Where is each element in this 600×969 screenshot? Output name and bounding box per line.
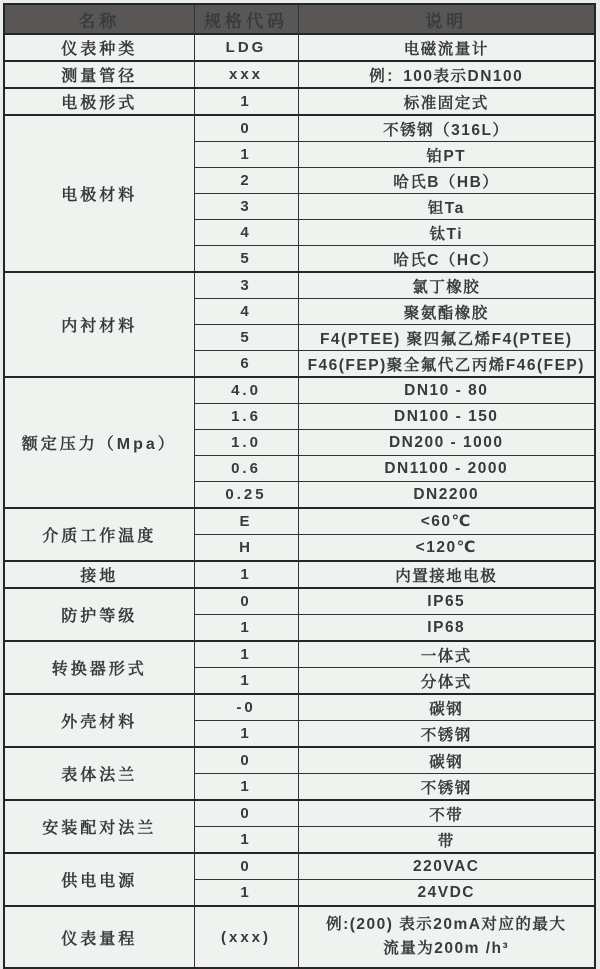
spec-desc-cell: 哈氏C（HC）: [298, 246, 595, 273]
group-name-cell: 内衬材料: [4, 272, 194, 377]
spec-code-cell: 1: [194, 142, 298, 168]
spec-code-cell: xxx: [194, 61, 298, 88]
spec-code-cell: 5: [194, 325, 298, 351]
spec-code-cell: 0.25: [194, 482, 298, 509]
group-name-cell: 表体法兰: [4, 747, 194, 800]
table-row: [4, 694, 595, 721]
spec-desc-cell: DN1100 - 2000: [298, 456, 595, 482]
spec-desc-cell: 例：100表示DN100: [298, 61, 595, 88]
spec-code-cell: 0: [194, 588, 298, 615]
spec-desc-cell: 220VAC: [298, 853, 595, 880]
spec-code-cell: E: [194, 508, 298, 535]
spec-code-cell: 4.0: [194, 377, 298, 404]
table-row: [4, 508, 595, 535]
spec-code-cell: -0: [194, 694, 298, 721]
spec-code-cell: LDG: [194, 34, 298, 61]
spec-desc-cell: 聚氨酯橡胶: [298, 299, 595, 325]
header-name-col: 名称: [4, 4, 194, 34]
table-row: [4, 34, 595, 61]
spec-code-cell: 1: [194, 880, 298, 907]
spec-desc-cell: 不锈钢: [298, 774, 595, 801]
spec-desc-cell: 一体式: [298, 641, 595, 668]
spec-code-cell: 0: [194, 800, 298, 827]
table-row: [4, 853, 595, 880]
table-row: [4, 800, 595, 827]
spec-desc-cell: DN100 - 150: [298, 404, 595, 430]
table-row: [4, 588, 595, 615]
group-name-cell: 测量管径: [4, 61, 194, 88]
spec-desc-cell: 哈氏B（HB）: [298, 168, 595, 194]
spec-code-cell: 0.6: [194, 456, 298, 482]
spec-code-cell: 3: [194, 272, 298, 299]
spec-desc-cell: 不锈钢: [298, 721, 595, 748]
group-name-cell: 供电电源: [4, 853, 194, 906]
header-code-col: 规格代码: [194, 4, 298, 34]
spec-code-cell: 1: [194, 615, 298, 642]
table-row: [4, 88, 595, 115]
group-name-cell: 安装配对法兰: [4, 800, 194, 853]
group-name-cell: 介质工作温度: [4, 508, 194, 561]
table-row: [4, 747, 595, 774]
spec-desc-cell: 电磁流量计: [298, 34, 595, 61]
spec-code-cell: 2: [194, 168, 298, 194]
spec-table-container: [3, 3, 596, 957]
spec-code-cell: 4: [194, 299, 298, 325]
table-row: [4, 906, 595, 968]
spec-code-cell: 1: [194, 668, 298, 695]
spec-code-cell: 1: [194, 641, 298, 668]
spec-code-cell: 1: [194, 827, 298, 854]
spec-desc-cell: 氯丁橡胶: [298, 272, 595, 299]
spec-desc-cell: IP65: [298, 588, 595, 615]
group-name-cell: 电极形式: [4, 88, 194, 115]
desc-line: 例:(200) 表示20mA对应的最大: [326, 915, 567, 933]
table-row: [4, 115, 595, 142]
table-header: [4, 4, 595, 34]
spec-desc-cell: DN10 - 80: [298, 377, 595, 404]
spec-desc-cell: 钽Ta: [298, 194, 595, 220]
spec-desc-cell: 内置接地电极: [298, 561, 595, 588]
spec-desc-cell: 碳钢: [298, 747, 595, 774]
spec-desc-cell: 铂PT: [298, 142, 595, 168]
table-row: [4, 272, 595, 299]
group-name-cell: 电极材料: [4, 115, 194, 272]
table-row: [4, 377, 595, 404]
header-row: [4, 4, 595, 34]
group-name-cell: 仪表种类: [4, 34, 194, 61]
spec-code-cell: 1: [194, 774, 298, 801]
group-name-cell: 外壳材料: [4, 694, 194, 747]
group-name-cell: 接地: [4, 561, 194, 588]
spec-desc-cell: IP68: [298, 615, 595, 642]
spec-code-cell: H: [194, 535, 298, 562]
spec-code-cell: 4: [194, 220, 298, 246]
spec-desc-cell: 带: [298, 827, 595, 854]
spec-desc-cell: DN2200: [298, 482, 595, 509]
spec-code-cell: 1.0: [194, 430, 298, 456]
group-name-cell: 防护等级: [4, 588, 194, 641]
spec-desc-cell: 碳钢: [298, 694, 595, 721]
desc-line: 流量为200m /h³: [383, 940, 510, 957]
spec-code-cell: 0: [194, 853, 298, 880]
spec-code-cell: 1: [194, 561, 298, 588]
spec-code-cell: 5: [194, 246, 298, 273]
group-name-cell: 转换器形式: [4, 641, 194, 694]
spec-desc-cell: DN200 - 1000: [298, 430, 595, 456]
table-row: [4, 641, 595, 668]
spec-desc-cell: <60℃: [298, 508, 595, 535]
group-name-cell: 额定压力（Mpa）: [4, 377, 194, 508]
spec-desc-cell: 分体式: [298, 668, 595, 695]
spec-code-cell: 1: [194, 721, 298, 748]
spec-code-cell: 3: [194, 194, 298, 220]
spec-code-cell: 1: [194, 88, 298, 115]
table-row: [4, 61, 595, 88]
spec-desc-cell: 标准固定式: [298, 88, 595, 115]
spec-code-cell: (xxx): [194, 906, 298, 968]
group-name-cell: 仪表量程: [4, 906, 194, 968]
spec-desc-cell: <120℃: [298, 535, 595, 562]
flowmeter-spec-table: [3, 3, 596, 969]
spec-code-cell: 6: [194, 351, 298, 378]
spec-table-body: [4, 34, 595, 968]
spec-desc-cell: 钛Ti: [298, 220, 595, 246]
table-row: [4, 561, 595, 588]
spec-code-cell: 1.6: [194, 404, 298, 430]
spec-code-cell: 0: [194, 747, 298, 774]
spec-code-cell: 0: [194, 115, 298, 142]
header-desc-col: 说明: [298, 4, 595, 34]
spec-desc-cell: 不锈钢（316L）: [298, 115, 595, 142]
spec-desc-cell: F4(PTEE) 聚四氟乙烯F4(PTEE): [298, 325, 595, 351]
spec-desc-cell: 不带: [298, 800, 595, 827]
spec-desc-cell: F46(FEP)聚全氟代乙丙烯F46(FEP): [298, 351, 595, 378]
spec-desc-cell: [298, 906, 595, 968]
spec-desc-cell: 24VDC: [298, 880, 595, 907]
